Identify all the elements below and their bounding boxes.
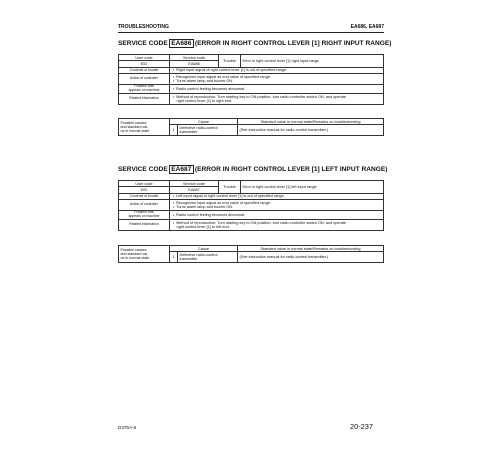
problem-label-line: Problem that (134, 210, 154, 215)
service-code-label: Service code (170, 181, 219, 187)
problem-text: • Radio control feeling becomes abnormal. (172, 213, 382, 217)
user-code-label: User code (119, 55, 170, 61)
header-section-title: TROUBLESHOOTING (118, 24, 169, 30)
section-title-prefix: SERVICE CODE (118, 166, 168, 173)
trouble-info-table (118, 54, 384, 105)
cause-line: Defective radio-control (179, 125, 218, 130)
user-code-value: E02 (119, 187, 170, 193)
possible-label-line: and standard val- (120, 124, 149, 129)
related-cell (170, 220, 384, 231)
cause-header: Cause (170, 119, 238, 125)
service-code-value: EA686 (170, 61, 219, 67)
cause-line: Defective radio-control (179, 252, 218, 257)
related-cell (170, 94, 384, 105)
possible-label-line: ue in normal state (120, 255, 150, 260)
possible-label-line: Possible causes (120, 247, 147, 252)
problem-cell (170, 211, 384, 220)
possible-causes-table (118, 245, 384, 263)
user-code-label: User code (119, 181, 170, 187)
cause-number: 1 (170, 125, 178, 136)
standard-header: Standard value in normal state/Remarks on troubleshooting (238, 246, 384, 252)
section-title (118, 166, 387, 173)
possible-label-line: Possible causes (120, 120, 147, 125)
service-code-box: EA686 (169, 39, 194, 48)
related-label: Related information (119, 94, 170, 105)
problem-label (119, 85, 170, 94)
problem-label-line: appears on machine (128, 214, 160, 219)
page-header (118, 23, 384, 33)
cause-header: Cause (170, 246, 238, 252)
problem-label-line: appears on machine (128, 88, 160, 93)
problem-label-line: Problem that (134, 84, 154, 89)
possible-causes-label (119, 246, 170, 263)
service-code-label: Service code (170, 55, 219, 61)
contents-text: • Left input signal of right control lever [1] is out of specified range. (172, 194, 382, 198)
section-title (118, 40, 391, 47)
cause-line: transmitter (179, 130, 198, 135)
possible-label-line: ue in normal state (120, 128, 150, 133)
related-text-cont: right control lever [1] to right end. (176, 99, 233, 104)
related-text: • Method of reproduction: Turn starting key to ON position, turn radio controller switch ON, and operate (172, 221, 382, 225)
trouble-label: Trouble (219, 55, 241, 68)
action-cell (170, 74, 384, 85)
trouble-description: Error in right control lever [1] left input range (241, 181, 384, 194)
header-codes: EA686, EA687 (350, 24, 384, 30)
user-code-value: E02 (119, 61, 170, 67)
related-label: Related information (119, 220, 170, 231)
cause-cell (178, 252, 238, 263)
problem-text: • Radio control feeling becomes abnormal. (172, 87, 382, 91)
problem-cell (170, 85, 384, 94)
trouble-description: Error in right control lever [1] right input range (241, 55, 384, 68)
possible-label-line: and standard val- (120, 251, 149, 256)
action-item: • Recognizes input signal as end value of specified range. (172, 75, 382, 79)
footer-page-number: 20-237 (350, 422, 374, 431)
service-code-value: EA687 (170, 187, 219, 193)
action-item: • Turns alarm lamp and buzzer ON. (172, 205, 382, 209)
action-cell (170, 200, 384, 211)
trouble-info-table (118, 180, 384, 231)
contents-label: Contents of trouble (119, 193, 170, 199)
footer-model: D375A-6 (118, 425, 137, 430)
action-item: • Recognizes input signal as end value of specified range. (172, 201, 382, 205)
service-code-box: EA687 (169, 165, 194, 174)
related-text-cont: right control lever [1] to left end. (176, 225, 230, 230)
cause-cell (178, 125, 238, 136)
action-item: • Turns alarm lamp and buzzer ON. (172, 79, 382, 83)
standard-header: Standard value in normal state/Remarks on troubleshooting (238, 119, 384, 125)
problem-label (119, 211, 170, 220)
cause-line: transmitter (179, 257, 198, 262)
section-title-suffix: (ERROR IN RIGHT CONTROL LEVER [1] LEFT INPUT RANGE) (194, 166, 388, 173)
possible-causes-table (118, 118, 384, 136)
standard-value: (See instruction manual for radio-control transmitter.) (238, 252, 384, 263)
section-title-prefix: SERVICE CODE (118, 40, 168, 47)
possible-causes-label (119, 119, 170, 136)
action-label: Action of controller (119, 74, 170, 85)
contents-text: • Right input signal of right control lever [1] is out of specified range. (172, 68, 382, 72)
cause-number: 1 (170, 252, 178, 263)
related-text: • Method of reproduction: Turn starting key to ON position, turn radio controller switch ON, and operate (172, 95, 382, 99)
trouble-label: Trouble (219, 181, 241, 194)
standard-value: (See instruction manual for radio-control transmitter.) (238, 125, 384, 136)
contents-label: Contents of trouble (119, 67, 170, 73)
action-label: Action of controller (119, 200, 170, 211)
section-title-suffix: (ERROR IN RIGHT CONTROL LEVER [1] RIGHT INPUT RANGE) (194, 40, 392, 47)
